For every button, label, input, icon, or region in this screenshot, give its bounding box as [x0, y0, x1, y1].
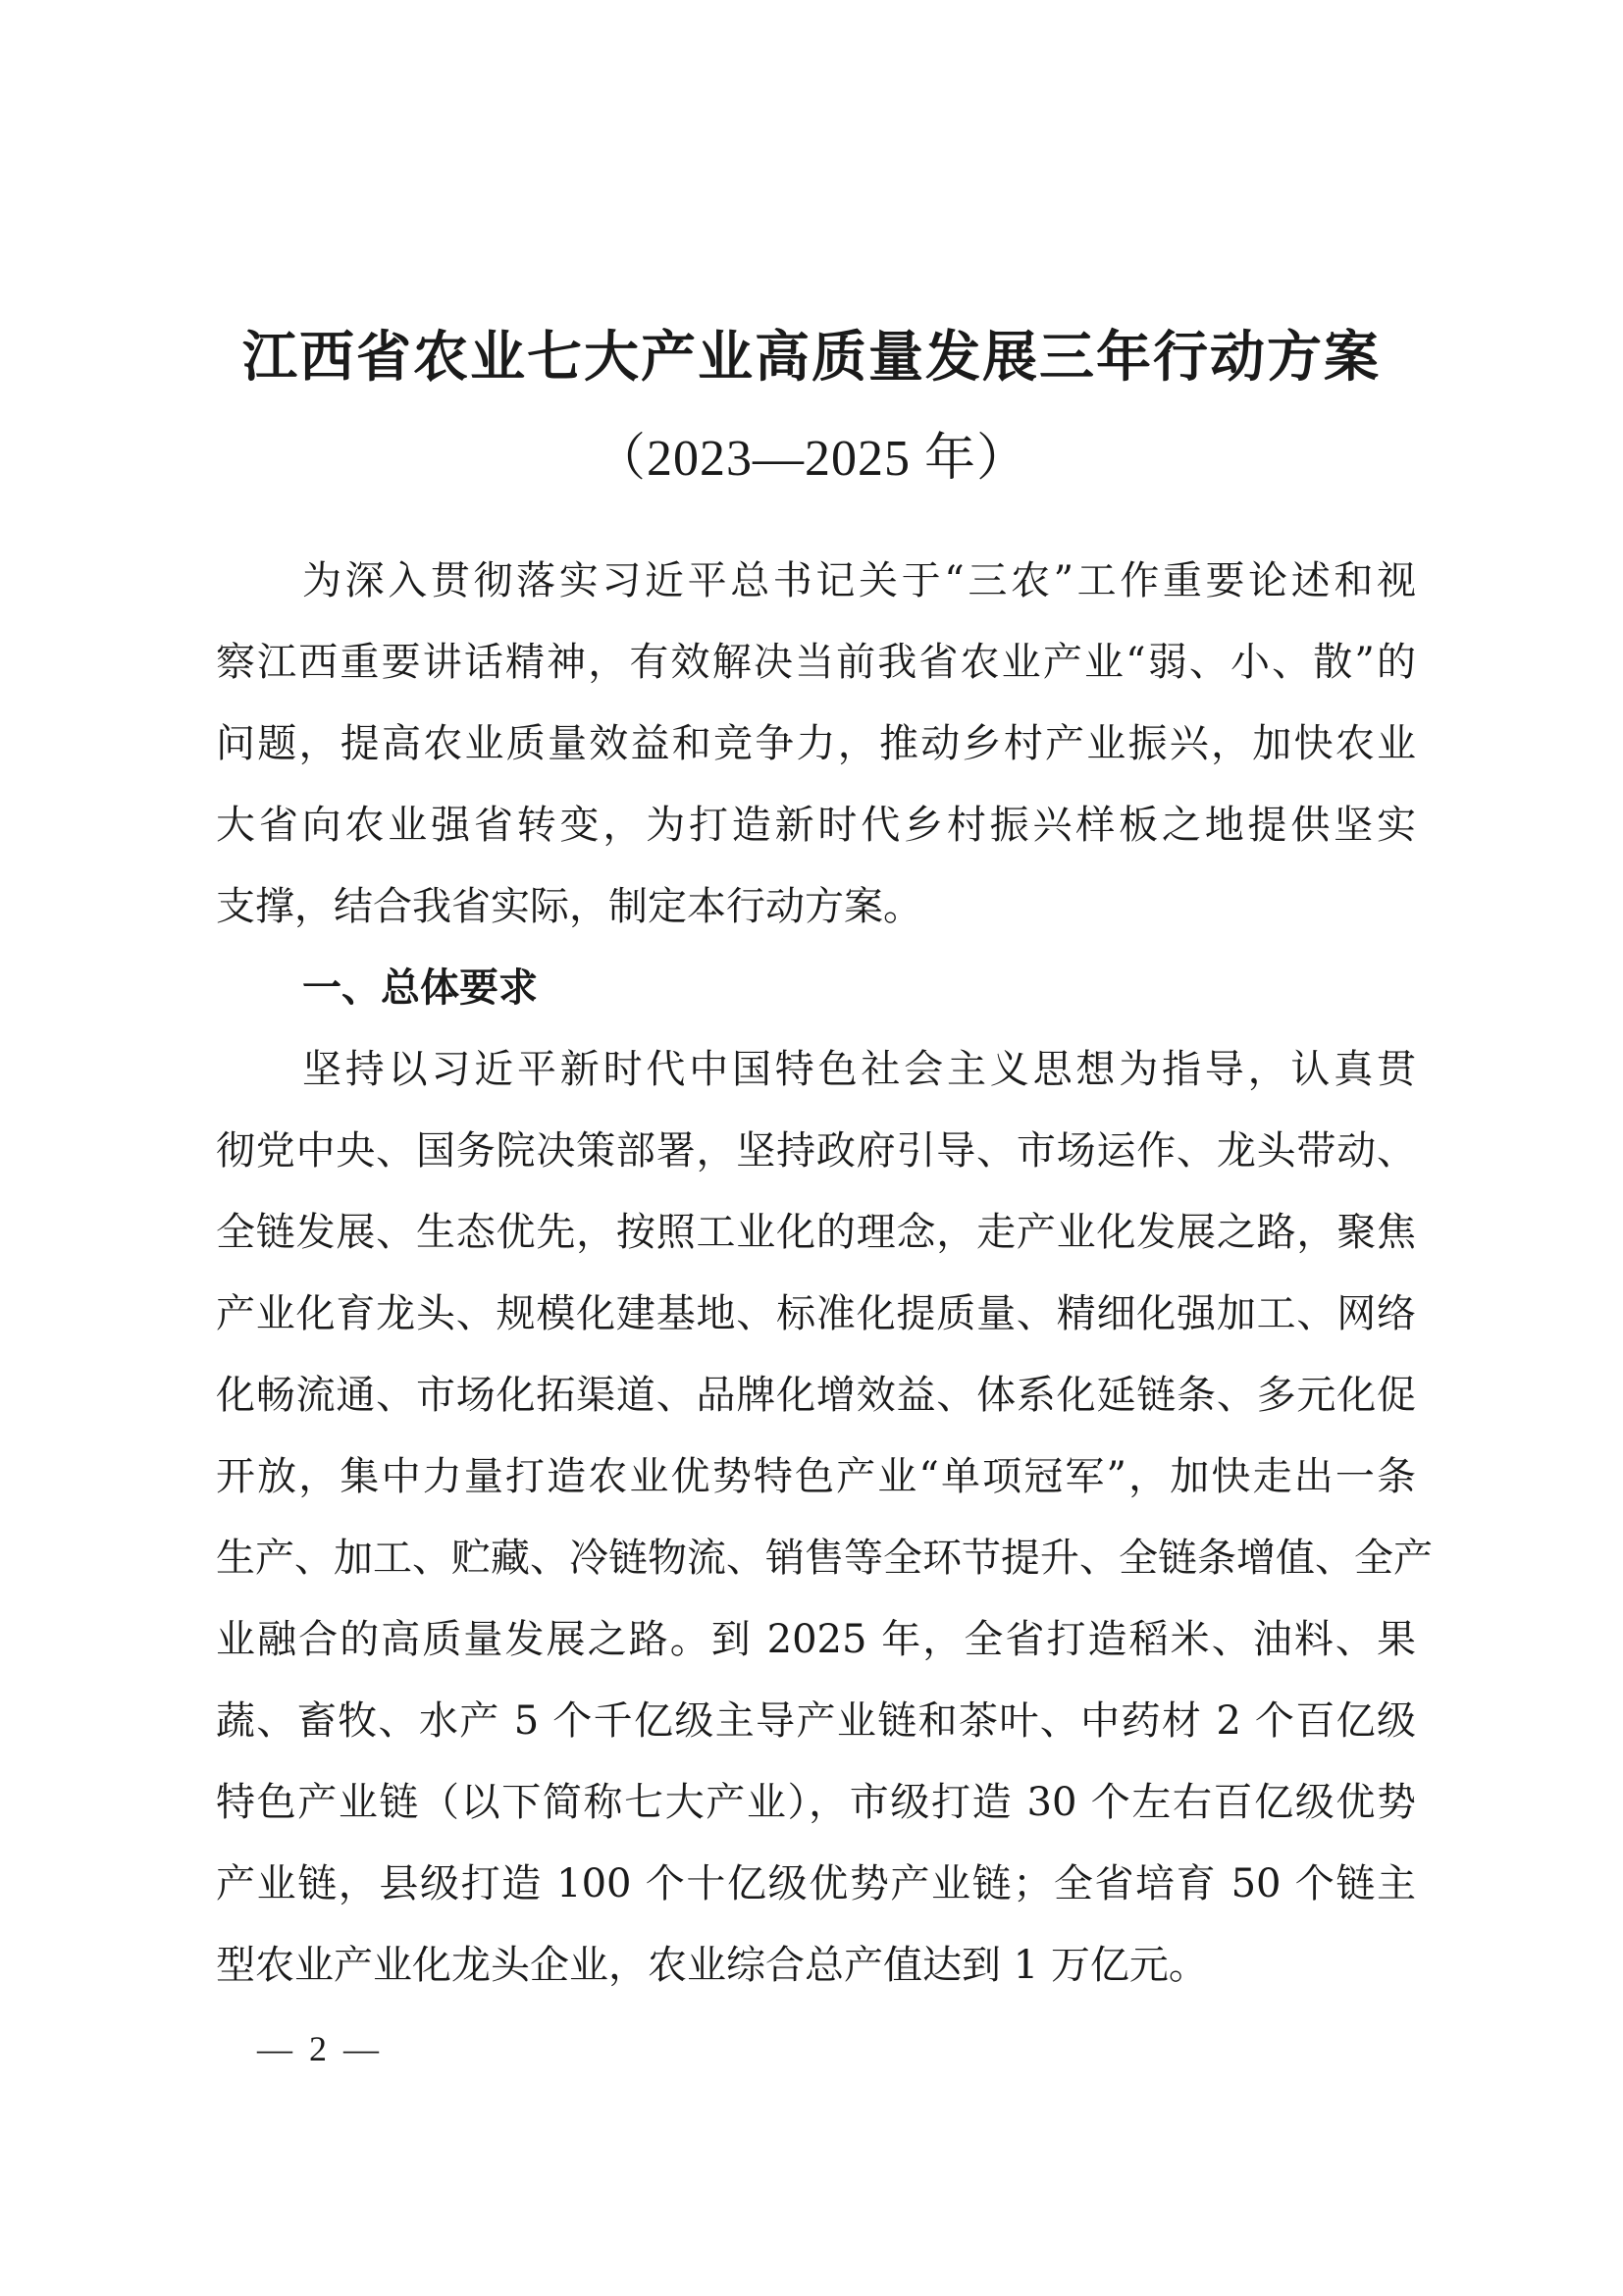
section-paragraph [216, 1029, 1433, 2007]
text-line: 产业链，县级打造 100 个十亿级优势产业链；全省培育 50 个链主 [216, 1861, 1416, 1906]
document-body [216, 541, 1433, 2007]
text-line: 特色产业链（以下简称七大产业），市级打造 30 个左右百亿级优势 [216, 1780, 1416, 1825]
text-line: 支撑，结合我省实际，制定本行动方案。 [216, 884, 922, 929]
document-title: 江西省农业七大产业高质量发展三年行动方案 [242, 328, 1381, 389]
page-number: — 2 — [257, 2029, 383, 2068]
intro-paragraph [216, 541, 1416, 948]
text-line: 问题，提高农业质量效益和竞争力，推动乡村产业振兴，加快农业 [216, 721, 1416, 766]
document-subtitle: （2023—2025 年） [594, 431, 1028, 487]
text-line: 产业化育龙头、规模化建基地、标准化提质量、精细化强加工、网络 [216, 1291, 1416, 1336]
text-line: 化畅流通、市场化拓渠道、品牌化增效益、体系化延链条、多元化促 [216, 1373, 1416, 1418]
text-line: 为深入贯彻落实习近平总书记关于“三农”工作重要论述和视 [302, 558, 1416, 603]
text-line: 全链发展、生态优先，按照工业化的理念，走产业化发展之路，聚焦 [216, 1210, 1416, 1255]
text-line: 蔬、畜牧、水产 5 个千亿级主导产业链和茶叶、中药材 2 个百亿级 [216, 1698, 1416, 1744]
text-line: 业融合的高质量发展之路。到 2025 年，全省打造稻米、油料、果 [216, 1617, 1416, 1662]
text-line: 坚持以习近平新时代中国特色社会主义思想为指导，认真贯 [302, 1047, 1416, 1092]
text-line: 生产、加工、贮藏、冷链物流、销售等全环节提升、全链条增值、全产 [216, 1536, 1433, 1581]
text-line: 开放，集中力量打造农业优势特色产业“单项冠军”，加快走出一条 [216, 1454, 1416, 1499]
section-heading: 一、总体要求 [302, 965, 538, 1011]
text-line: 察江西重要讲话精神，有效解决当前我省农业产业“弱、小、散”的 [216, 640, 1416, 685]
text-line: 型农业产业化龙头企业，农业综合总产值达到 1 万亿元。 [216, 1943, 1208, 1988]
text-line: 大省向农业强省转变，为打造新时代乡村振兴样板之地提供坚实 [216, 803, 1416, 848]
text-line: 彻党中央、国务院决策部署，坚持政府引导、市场运作、龙头带动、 [216, 1128, 1416, 1174]
